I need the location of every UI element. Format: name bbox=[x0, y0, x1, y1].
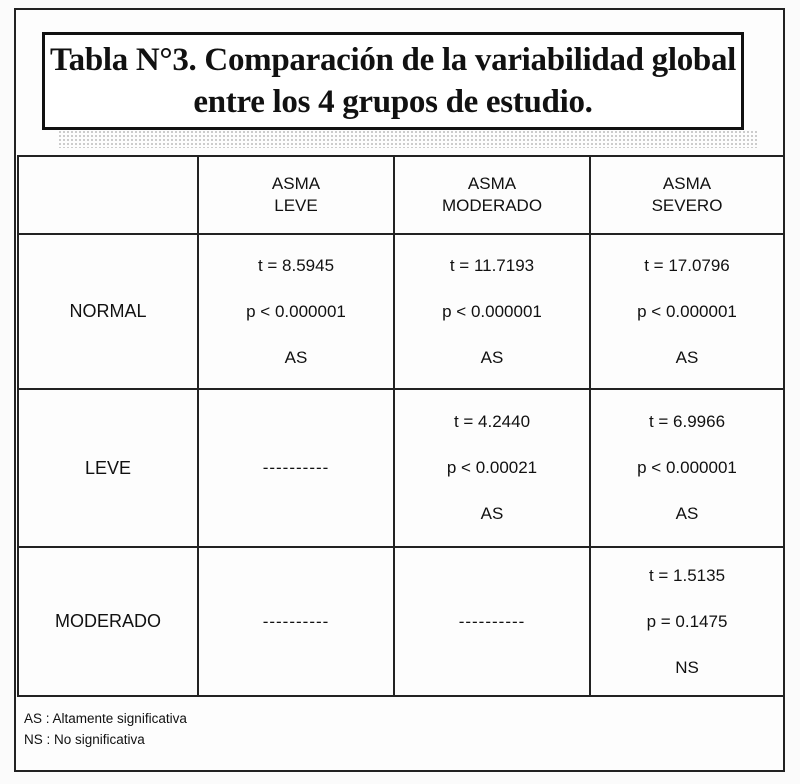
corner-cell bbox=[18, 156, 198, 234]
stat-cell bbox=[394, 234, 590, 389]
significance: AS bbox=[675, 504, 699, 523]
empty-cell: ---------- bbox=[394, 547, 590, 696]
p-value: p < 0.000001 bbox=[246, 301, 346, 321]
column-header-moderado: ASMA MODERADO bbox=[394, 156, 590, 234]
significance: NS bbox=[675, 657, 699, 677]
footnote-ns: NS : No significativa bbox=[24, 732, 145, 747]
stat-cell bbox=[198, 234, 394, 389]
stat-cell bbox=[590, 389, 784, 547]
table-title bbox=[42, 32, 744, 130]
empty-cell: ---------- bbox=[198, 547, 394, 696]
t-value: t = 17.0796 bbox=[644, 255, 730, 275]
footnote-as: AS : Altamente significativa bbox=[24, 711, 187, 726]
row-label-moderado: MODERADO bbox=[18, 547, 198, 696]
t-value: t = 8.5945 bbox=[257, 255, 335, 275]
title-shadow bbox=[58, 130, 758, 148]
significance: AS bbox=[480, 347, 504, 367]
p-value: p < 0.000001 bbox=[637, 301, 737, 321]
comparison-table bbox=[17, 155, 785, 697]
stat-cell bbox=[590, 234, 784, 389]
empty-cell: ---------- bbox=[198, 389, 394, 547]
p-value: p < 0.00021 bbox=[446, 458, 538, 477]
row-label-normal: NORMAL bbox=[18, 234, 198, 389]
title-line-2: entre los 4 grupos de estudio. bbox=[193, 84, 593, 120]
significance: AS bbox=[284, 347, 308, 367]
row-label-leve: LEVE bbox=[18, 389, 198, 547]
significance: AS bbox=[480, 504, 504, 523]
p-value: p < 0.000001 bbox=[442, 301, 542, 321]
footnotes bbox=[24, 708, 187, 750]
p-value: p < 0.000001 bbox=[637, 458, 737, 477]
significance: AS bbox=[675, 347, 699, 367]
p-value: p = 0.1475 bbox=[646, 611, 728, 631]
column-header-severo: ASMA SEVERO bbox=[590, 156, 784, 234]
t-value: t = 11.7193 bbox=[449, 255, 535, 275]
stat-cell bbox=[394, 389, 590, 547]
title-line-1: Tabla N°3. Comparación de la variabilidad global bbox=[49, 42, 737, 78]
table-row-normal bbox=[18, 234, 784, 389]
t-value: t = 4.2440 bbox=[453, 412, 531, 431]
table-row-moderado bbox=[18, 547, 784, 696]
column-header-leve: ASMA LEVE bbox=[198, 156, 394, 234]
header-row bbox=[18, 156, 784, 234]
table-row-leve bbox=[18, 389, 784, 547]
t-value: t = 1.5135 bbox=[648, 565, 726, 585]
stat-cell bbox=[590, 547, 784, 696]
t-value: t = 6.9966 bbox=[648, 412, 726, 431]
